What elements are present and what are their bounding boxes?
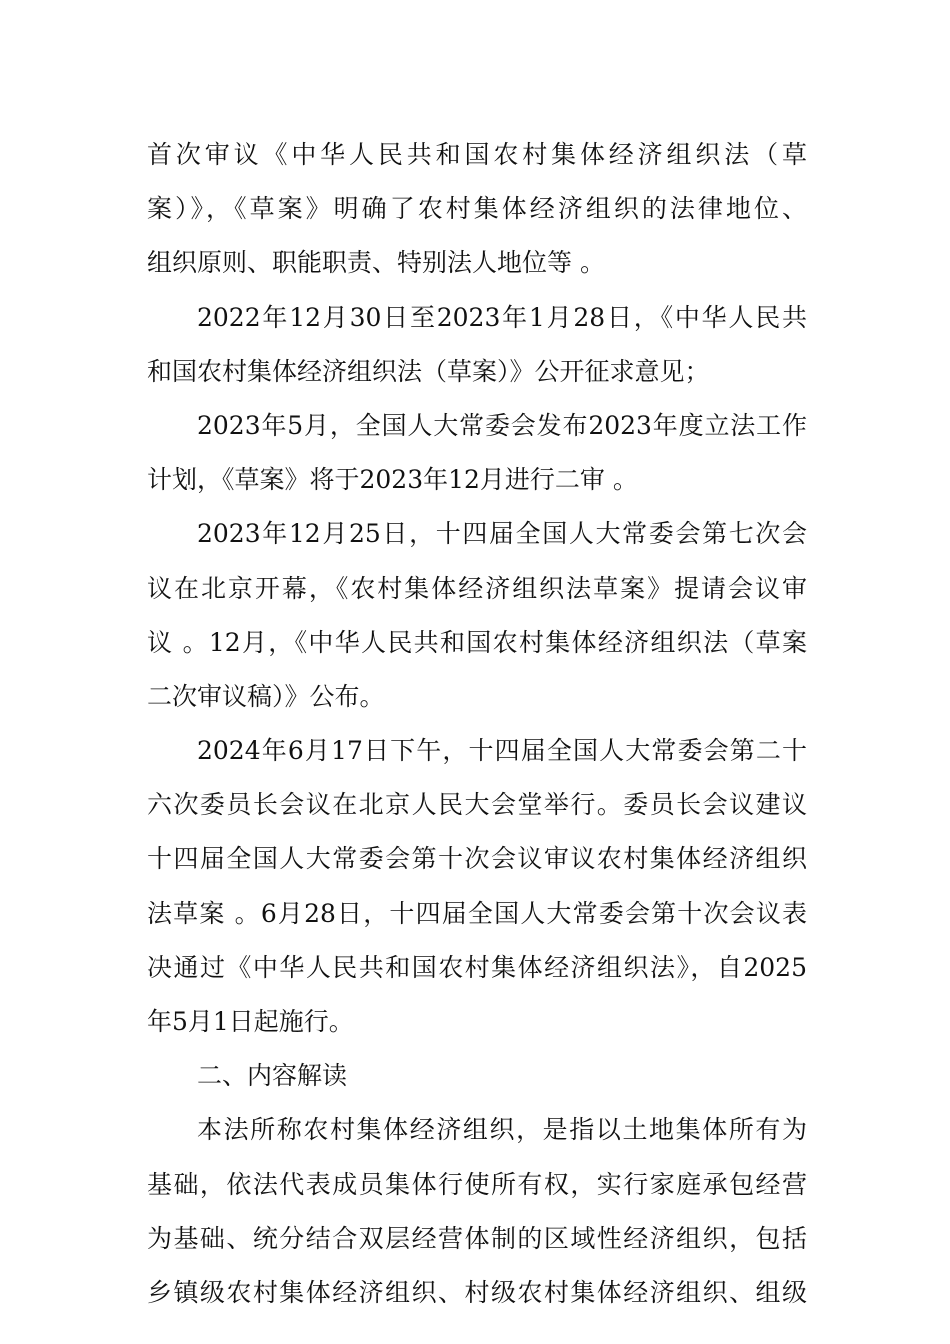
paragraph-line: 2023年5月，全国人大常委会发布2023年度立法工作 — [197, 410, 807, 440]
paragraph-line: 基础，依法代表成员集体行使所有权，实行家庭承包经营 — [147, 1169, 807, 1199]
paragraph-line: 2024年6月17日下午，十四届全国人大常委会第二十 — [197, 736, 807, 766]
paragraph-line: 决通过《中华人民共和国农村集体经济组织法》，自2025 — [147, 952, 807, 982]
paragraph-line: 组织原则、职能职责、特别法人地位等 。 — [147, 248, 605, 278]
paragraph-line: 计划，《草案》将于2023年12月进行二审 。 — [147, 465, 638, 495]
paragraph-line: 十四届全国人大常委会第十次会议审议农村集体经济组织 — [147, 844, 807, 874]
paragraph-line: 2022年12月30日至2023年1月28日，《中华人民共 — [197, 302, 807, 332]
paragraph-line: 首次审议《中华人民共和国农村集体经济组织法（草 — [147, 140, 807, 169]
paragraph-line: 2023年12月25日，十四届全国人大常委会第七次会 — [197, 519, 807, 549]
paragraph-line: 六次委员长会议在北京人民大会堂举行。委员长会议建议 — [147, 790, 807, 820]
document-body — [147, 128, 807, 1320]
paragraph-line: 年5月1日起施行。 — [147, 1007, 354, 1036]
paragraph-line: 为基础、统分结合双层经营体制的区域性经济组织，包括 — [147, 1223, 807, 1253]
paragraph-line: 和国农村集体经济组织法（草案）》公开征求意见； — [147, 356, 710, 386]
paragraph-line: 乡镇级农村集体经济组织、村级农村集体经济组织、组级 — [147, 1277, 807, 1307]
paragraph-line: 本法所称农村集体经济组织，是指以土地集体所有为 — [197, 1115, 807, 1145]
paragraph-line: 案）》，《草案》明确了农村集体经济组织的法律地位、 — [147, 194, 807, 224]
paragraph-line: 二次审议稿）》公布。 — [147, 681, 385, 711]
paragraph-line: 议在北京开幕，《农村集体经济组织法草案》提请会议审 — [147, 573, 807, 603]
paragraph-line: 议 。12月，《中华人民共和国农村集体经济组织法（草案 — [147, 627, 807, 657]
paragraph-line: 法草案 。6月28日，十四届全国人大常委会第十次会议表 — [147, 898, 807, 928]
section-heading: 二、内容解读 — [197, 1061, 348, 1091]
